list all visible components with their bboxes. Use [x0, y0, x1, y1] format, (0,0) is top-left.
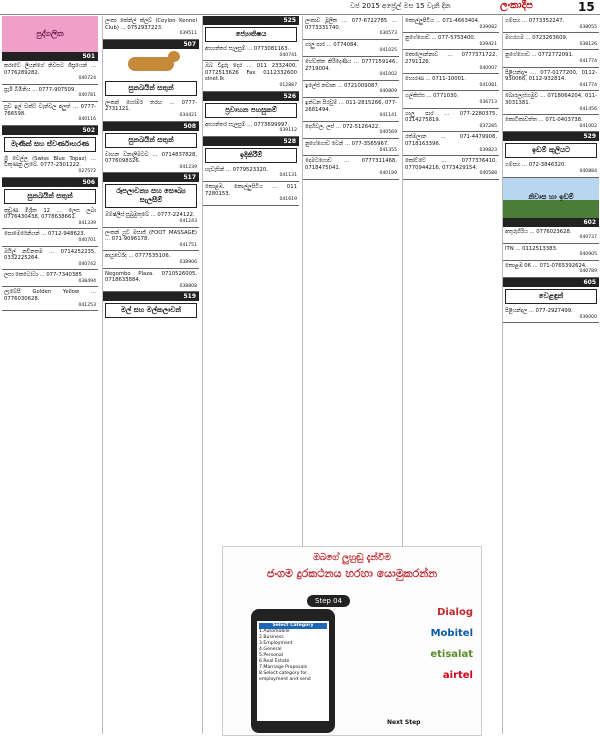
classified-ad: හැඩැසින් ... 0779523320. 041131: [203, 165, 299, 182]
classified-ad: අභ්‍යන්තර සැලසුම් ... 0773699997. 039112: [203, 120, 299, 137]
airtel-logo: airtel: [442, 670, 473, 681]
category-title: මල් සහ මල්කලාවන්: [105, 303, 197, 318]
screen-title: Select Category: [259, 623, 327, 629]
category-header: 501: [2, 52, 98, 61]
mobile-ad-promo: [222, 546, 482, 736]
promo-headline: ඔබගේ ලුහුඬු දැන්වීම: [313, 553, 391, 563]
category-header: 529: [503, 132, 599, 141]
column-1: [2, 16, 98, 734]
category-header: 528: [203, 137, 299, 146]
category-header: 519: [103, 292, 199, 301]
category-title: මැණික් සහ ස්වර්ණාභරණ: [4, 137, 96, 152]
classified-ad: ආයුර්වේද ... 0777535106. 038906: [103, 251, 199, 268]
classified-ad: කොළඹ 06 ... 071-0765392624. 040789: [503, 261, 599, 278]
classified-ad: ලැබේසී Golden Yellow ... 0776030628. 041253: [2, 287, 98, 311]
category-title: ජ්‍යොතිෂය: [205, 27, 297, 42]
category-header: 502: [2, 126, 98, 135]
classified-ad: ලංකා කේන්ල් ක්ලබ් (Ceylon Kennel Club) ... 0752937223. 039511: [103, 16, 199, 40]
category-option: 4.General: [259, 647, 282, 652]
classified-ad: නුගේගොඩ ... 0772772091. 041774: [503, 50, 599, 67]
issue-date: වජ 2015 අප්‍රේල් මස 15 වැනි දින: [350, 2, 451, 10]
classified-ad: හොරණ ... 0711-10001. 041081: [403, 74, 499, 91]
category-title: සුනඛයින් සතුන්: [105, 81, 197, 96]
category-title: පුද්ගලික: [36, 29, 64, 38]
page-header: [0, 0, 600, 15]
classified-ad: Negombo Plaza. 0710526005, 0718633884. 038808: [103, 269, 199, 293]
classified-ad: ගාලු පාර ... 077-2280375, 0114275819. 037285: [403, 109, 499, 133]
category-option: 1.Automobile: [259, 629, 290, 634]
category-title: ප්‍රවාහන පහසුකම්: [205, 103, 297, 118]
classified-ad: මහරගම ... 0723263609. 038126: [503, 33, 599, 50]
classified-ad: ගම්පහ ... 072-3846320. 040884: [503, 160, 599, 177]
category-title: වෙළඳුන්: [505, 289, 597, 304]
classified-ad: ගල්කිස්ස ... 0771030. 036713: [403, 91, 499, 108]
classified-ad: වාහන වනාලිමටව ... 0714837828, 0776098326. 041239: [103, 150, 199, 174]
classified-ad: ඉන්ධන පිරවුම් ... 011-2815266, 077-2681494. 041141: [303, 98, 399, 122]
classified-ad: ප්‍රැමි බිමිනිය ... 0777-907509. 040781: [2, 85, 98, 102]
classified-ad: පිළියන්දල ... 077-0177200, 0112-930066, 0112-932814. 041774: [503, 68, 599, 92]
classified-ad: අභ්‍යන්තර සැලසුම් ... 0773081163. 040741: [203, 44, 299, 61]
dialog-logo: Dialog: [437, 607, 473, 618]
classified-ad: කොළඹ, කොල්ලුපිටිය ... 011 7280153. 041619: [203, 182, 299, 206]
category-header: 507: [103, 40, 199, 49]
classified-ad: ගම්පහ ... 0773352247. 038055: [503, 16, 599, 33]
classified-ad: ඔබ වීදුරු දොර ... 011 2332400, 0772513626 Fax 0112332600 slnet.lk 012887: [203, 61, 299, 91]
category-header: 506: [2, 178, 98, 187]
classified-ad: ශ්‍රී වෙල්ල (Swiss Blue Topaz) ... විකුණනු ලැබේ. 0777-2301222. 027572: [2, 154, 98, 178]
classified-ad: කුඩුණ මිශ්‍රිත 12 ... ලෙස ලබා 0776430438, 0778638661. 041339: [2, 206, 98, 230]
category-header: 605: [503, 278, 599, 287]
dog-icon: [103, 49, 199, 79]
category-option: 6.Real Estate: [259, 659, 290, 664]
etisalat-logo: etisalat: [430, 649, 473, 660]
classified-ad: කෝට්ටේ ... 0777376410, 0770944216, 0773429154. 040588: [403, 156, 499, 180]
category-banner-personal: [2, 16, 98, 52]
category-title: සුනඛයින් සතුන්: [4, 189, 96, 204]
classified-ad: නුගේගොඩ ... 077-5753400. 039421: [403, 33, 499, 50]
category-title: ඉඩම් කුලියට: [505, 143, 597, 158]
phone-icon: [251, 609, 335, 733]
classified-ad: හේවත්ත කිරිදෙණිය ... 0777159146, 2719004. 041002: [303, 57, 399, 81]
classified-ad: දෙමටගොඩ ... 0777311468, 0718475041. 040199: [303, 156, 399, 180]
category-option: 3.Employment: [259, 641, 293, 646]
classified-ad: ගාලු පාර ... 0774084. 041025: [303, 40, 399, 57]
category-option: 5.Personal: [259, 653, 283, 658]
classified-ad: රත්මලාන ... 071-4479908, 0718163396. 039823: [403, 132, 499, 156]
telco-logos: [363, 607, 473, 691]
classified-ad: කොටිකාවත්ත ... 071-0403738. 041002: [503, 115, 599, 132]
classified-ad: සුව ඉල් ඩක්ට් වැන්වල අලුත් ... 0777-766598. 040116: [2, 102, 98, 126]
classified-ad: අතුරුගිරිය ... 0776023628. 040737: [503, 227, 599, 244]
classified-ad: ලංකන් හෝමර් තරඟ ... 0777-2731121. 034421: [103, 98, 199, 122]
classified-ad: ඉලේස් නවාක ... 0721009087. 040809: [303, 81, 399, 98]
category-header: 508: [103, 122, 199, 131]
classified-ad: ඔයිල් නවීනතම ... 0714252235, 0332225264. 040742: [2, 247, 98, 271]
category-title: ඉදිකිරීම්: [205, 148, 297, 163]
category-header: 517: [103, 173, 199, 182]
category-header: 602: [503, 218, 599, 227]
classified-ad: කොල්ලුපිටිය ... 071-4663404. 039082: [403, 16, 499, 33]
house-icon: නිවාස හා ඉඩම්: [503, 178, 599, 218]
page-number: 15: [578, 0, 595, 14]
classified-ad: ITN ... 0112513383. 040905: [503, 244, 599, 261]
category-option: 7.Marriage Proposals: [259, 665, 308, 670]
step-badge: Step 04: [307, 595, 350, 607]
category-option: 2.Business: [259, 635, 284, 640]
classified-ad: ලංකන් ෆුට් මසාජ් (FOOT MASSAGE) ... 071-9096178. 041751: [103, 228, 199, 252]
category-header: 525: [203, 16, 299, 25]
promo-subheadline: ජංගම දුරකථනය හරහා යොමුකරන්න: [266, 567, 438, 580]
mobitel-logo: Mobitel: [430, 628, 473, 639]
classified-ad: ලසා කෙටෝටා ... 077-7340385 038494: [2, 270, 98, 287]
classified-ad: පිළියන්දල ... 077-2927499. 039000: [503, 306, 599, 323]
category-title: රූපලාවන්‍ය සහ සෞඛ්‍ය සැලසීම්: [105, 184, 197, 208]
category-option: 8.Select category for employment and send: [259, 671, 311, 682]
classified-ad: දෙහිවල, ලස් ... 072-5126422. 040569: [303, 122, 399, 139]
classified-ad: ඔම්ෂ්ලීස් සුඛුමුතුබේ ... 0777-224122. 041243: [103, 210, 199, 227]
classified-ad: බොරලැස්ගමුව ... 0718064204, 011-3031381. 041456: [503, 91, 599, 115]
classified-ad: ලංකාව මූලික ... 077-6722785 ... 0773331740. 030573: [303, 16, 399, 40]
classified-ad: කරාටේ ලීයන්ගේ නිවසට ශීඝ්‍රයෙන් ... 0776289282. 040724: [2, 61, 98, 85]
classified-ad: නුගේගොඩ වෙන් ... 077-3565967. 041355: [303, 139, 399, 156]
column-2: [102, 16, 199, 734]
phone-screen: [257, 621, 329, 721]
column-6: [502, 16, 599, 734]
newspaper-logo: ලංකාදීප: [500, 0, 533, 11]
category-header: 526: [203, 92, 299, 101]
classified-ad: කොලොන්නාව ... 0777371722, 2791126. 040007: [403, 50, 499, 74]
next-step-label: Next Step: [387, 719, 421, 726]
category-title: සුනඛයින් සතුන්: [105, 133, 197, 148]
classified-ad: පොමෙරේනියන් ... 0712-948623. 040701: [2, 229, 98, 246]
